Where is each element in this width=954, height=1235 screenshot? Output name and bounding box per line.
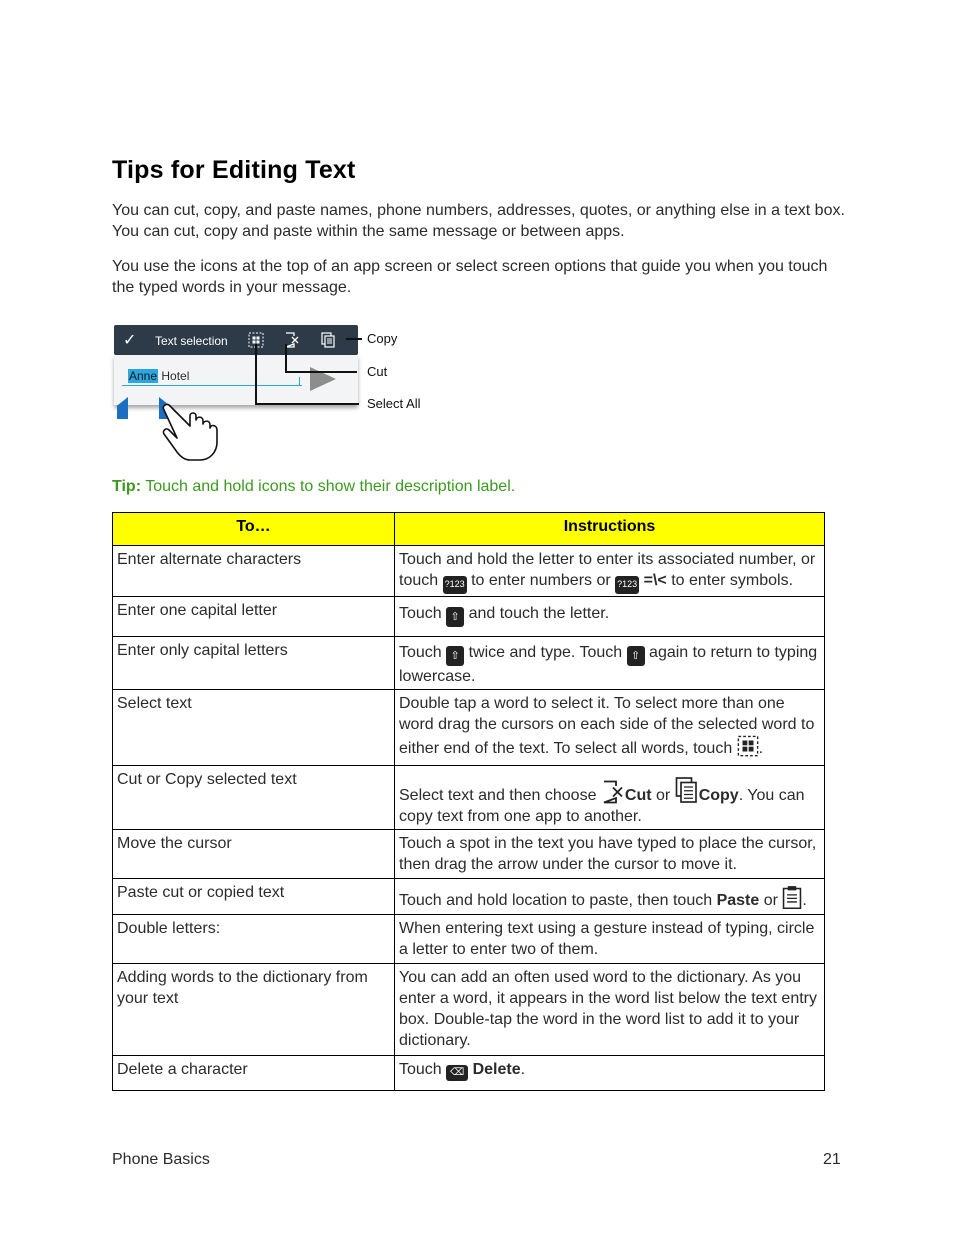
- touch-hand-icon: [160, 400, 240, 462]
- row-to: Select text: [113, 690, 395, 766]
- table-row: [113, 915, 825, 964]
- text-selection-bar: [114, 325, 358, 355]
- field-text: [128, 369, 189, 383]
- table-row: [113, 964, 825, 1056]
- row-to: Double letters:: [113, 915, 395, 964]
- text: .: [758, 740, 764, 757]
- paste-icon: [782, 885, 802, 909]
- intro-paragraph-2: You use the icons at the top of an app screen or select screen options that guide you when you touch the typed words in your message.: [112, 258, 828, 296]
- row-instructions: You can add an often used word to the dictionary. As you enter a word, it appears in the word list below the text entry box. Double-tap the word in the word list to add it to your dictionary.: [395, 964, 825, 1056]
- copy-icon: [675, 776, 699, 804]
- text: Touch and hold the letter to enter its associated number, or touch: [399, 551, 816, 589]
- shift-icon: ⇧: [446, 607, 464, 627]
- footer-section: Phone Basics: [112, 1151, 210, 1168]
- text: Double tap a word to select it. To select more than one word drag the cursors on each side of the selected word to either end of the text. To select all words, touch: [399, 695, 815, 757]
- editing-tips-table: [112, 512, 825, 1091]
- row-instructions: [395, 597, 825, 637]
- text: or: [651, 787, 675, 804]
- table-row: [113, 766, 825, 830]
- text: Touch: [399, 605, 447, 622]
- row-instructions: When entering text using a gesture instead of typing, circle a letter to enter two of them.: [395, 915, 825, 964]
- selected-word: Anne: [129, 369, 158, 383]
- table-row: [113, 597, 825, 637]
- text: Touch: [399, 1061, 447, 1078]
- text: . You can copy text from one app to another.: [399, 787, 805, 825]
- text: to enter numbers or: [466, 572, 616, 589]
- select-all-callout: Select All: [367, 396, 421, 411]
- row-to: Delete a character: [113, 1056, 395, 1091]
- text: Select text and then choose: [399, 787, 601, 804]
- row-to: Enter only capital letters: [113, 637, 395, 690]
- field-underline-end: [299, 377, 300, 386]
- text: twice and type. Touch: [464, 644, 627, 661]
- cut-callout-stem: [285, 344, 287, 372]
- select-all-icon: [737, 735, 759, 757]
- table-row: [113, 546, 825, 597]
- tip-text: Touch and hold icons to show their description label.: [141, 478, 516, 495]
- row-instructions: Touch a spot in the text you have typed to place the cursor, then drag the arrow under the cursor to move it.: [395, 830, 825, 879]
- row-to: Move the cursor: [113, 830, 395, 879]
- table-header-row: [113, 513, 825, 546]
- shift-icon: ⇧: [446, 646, 464, 666]
- check-icon: ✓: [123, 332, 137, 349]
- copy-icon: [320, 332, 336, 348]
- row-to: Enter alternate characters: [113, 546, 395, 597]
- row-instructions: [395, 546, 825, 597]
- text-field: [114, 355, 358, 405]
- cut-label: Cut: [624, 787, 652, 804]
- copy-callout: Copy: [367, 331, 398, 346]
- text-selection-figure: [112, 322, 442, 462]
- text: to enter symbols.: [666, 572, 794, 589]
- intro-paragraph-1: You can cut, copy, and paste names, phone numbers, addresses, quotes, or anything else in a text box. You can cut, copy and paste within the same message or between apps.: [112, 202, 845, 240]
- select-all-callout-stem: [255, 344, 257, 405]
- select-all-callout-line: [255, 403, 359, 405]
- text: or: [759, 892, 783, 909]
- table-row: [113, 690, 825, 766]
- text: .: [520, 1061, 526, 1078]
- row-instructions: [395, 1056, 825, 1091]
- delete-key-icon: ⌫: [446, 1065, 468, 1081]
- header-to: To…: [113, 513, 395, 546]
- header-instructions: Instructions: [395, 513, 825, 546]
- cut-callout: Cut: [367, 364, 388, 379]
- row-instructions: [395, 690, 825, 766]
- cut-icon: [601, 780, 625, 804]
- field-underline: [122, 385, 302, 386]
- text: again to return to typing lowercase.: [399, 644, 818, 685]
- row-to: Adding words to the dictionary from your text: [113, 964, 395, 1056]
- text: Touch and hold location to paste, then touch: [399, 892, 717, 909]
- shift-icon: ⇧: [627, 646, 645, 666]
- row-to: Paste cut or copied text: [113, 879, 395, 915]
- text: Touch: [399, 644, 447, 661]
- table-row: [113, 637, 825, 690]
- copy-callout-line: [346, 338, 362, 340]
- table-row: [113, 879, 825, 915]
- tip: [112, 478, 515, 496]
- bar-title: Text selection: [155, 334, 228, 348]
- paste-label: Paste: [716, 892, 760, 909]
- row-to: Cut or Copy selected text: [113, 766, 395, 830]
- text: and touch the letter.: [464, 605, 610, 622]
- tip-label: Tip:: [112, 478, 142, 495]
- text: .: [802, 892, 807, 909]
- row-instructions: [395, 637, 825, 690]
- table-row: [113, 1056, 825, 1091]
- row-instructions: [395, 879, 825, 915]
- cut-callout-line: [285, 371, 357, 373]
- footer-page-number: 21: [823, 1151, 841, 1168]
- row-instructions: [395, 766, 825, 830]
- numbers-key-icon: ?123: [443, 576, 467, 594]
- table-row: [113, 830, 825, 879]
- row-to: Enter one capital letter: [113, 597, 395, 637]
- symbols-key-label: =\<: [643, 572, 667, 589]
- page-title: Tips for Editing Text: [112, 156, 356, 184]
- copy-label: Copy: [698, 787, 739, 804]
- numbers-key-icon: ?123: [615, 576, 639, 594]
- delete-label: Delete: [472, 1061, 521, 1078]
- unselected-text: Hotel: [158, 369, 190, 383]
